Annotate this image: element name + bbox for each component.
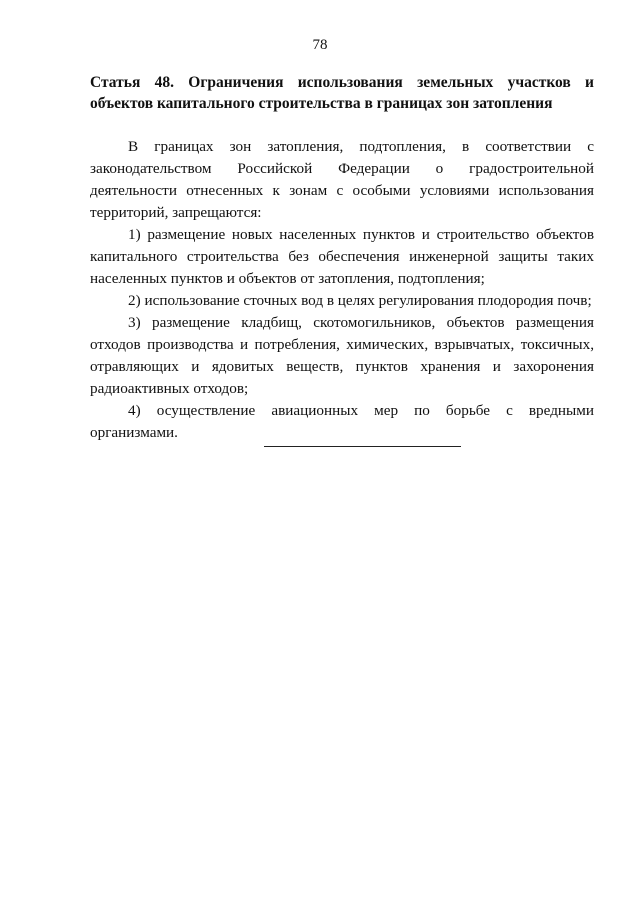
text-line: организмами. [90,424,178,441]
list-item-2 [90,290,594,312]
text-line: радиоактивных отходов; [90,380,249,397]
text-line: 2) использование сточных вод в целях регулирования плодородия почв; [128,292,592,309]
text-line: деятельности отнесенных к зонам с особыми условиями использования [90,182,594,199]
article-body [90,136,594,444]
paragraph-intro [90,136,594,224]
text-line: территорий, запрещаются: [90,204,262,221]
heading-line: объектов капитального строительства в границах зон затопления [90,95,553,112]
text-line: населенных пунктов и объектов от затопления, подтопления; [90,270,485,287]
list-item-1 [90,224,594,290]
text-line: В границах зон затопления, подтопления, в соответствии с [128,138,594,155]
text-line: 4) осуществление авиационных мер по борьбе с вредными [128,402,594,419]
text-line: отравляющих и ядовитых веществ, пунктов хранения и захоронения [90,358,594,375]
end-separator-line [264,446,461,447]
list-item-3 [90,312,594,400]
text-line: 3) размещение кладбищ, скотомогильников, объектов размещения [128,314,594,331]
heading-line: Статья 48. Ограничения использования земельных участков и [90,74,594,91]
text-line: отходов производства и потребления, химических, взрывчатых, токсичных, [90,336,594,353]
text-line: 1) размещение новых населенных пунктов и строительство объектов [128,226,594,243]
text-line: капитального строительства без обеспечения инженерной защиты таких [90,248,594,265]
page-number: 78 [312,37,328,53]
list-item-4 [90,400,594,444]
article-heading [90,72,594,114]
text-line: законодательством Российской Федерации о градостроительной [90,160,594,177]
